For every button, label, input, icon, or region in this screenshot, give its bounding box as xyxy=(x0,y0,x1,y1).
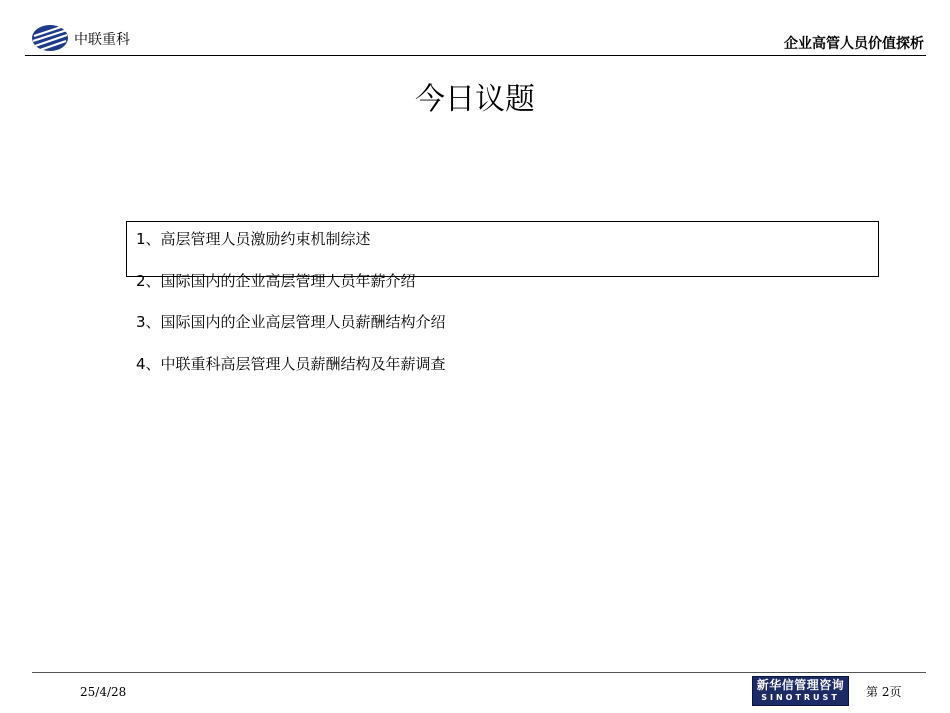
agenda-item-text: 国际国内的企业高层管理人员薪酬结构介绍 xyxy=(160,313,446,331)
agenda-item-number: 1、 xyxy=(136,230,161,248)
page-number: 第 2页 xyxy=(866,685,902,699)
agenda-item-text: 国际国内的企业高层管理人员年薪介绍 xyxy=(160,271,416,290)
footer-date: 25/4/28 xyxy=(80,685,127,699)
consultancy-logo xyxy=(752,676,849,706)
footer-divider xyxy=(32,672,926,673)
page-title: 今日议题 xyxy=(415,82,535,117)
agenda-item-number: 3、 xyxy=(136,313,161,331)
header-title: 企业高管人员价值探析 xyxy=(784,36,924,52)
consultancy-logo-subtext: SINOTRUST xyxy=(761,693,840,702)
agenda-item-text: 高层管理人员激励约束机制综述 xyxy=(160,230,371,248)
company-logo-icon xyxy=(31,24,69,52)
agenda-item xyxy=(136,354,446,374)
agenda-item-number: 2、 xyxy=(136,271,161,290)
header-divider xyxy=(25,55,926,56)
company-name: 中联重科 xyxy=(74,32,130,48)
agenda-item-text: 中联重科高层管理人员薪酬结构及年薪调查 xyxy=(160,354,446,373)
agenda-item xyxy=(136,312,446,332)
agenda-item xyxy=(136,271,446,291)
consultancy-logo-text: 新华信管理咨询 xyxy=(756,678,845,692)
agenda-list xyxy=(136,229,446,395)
agenda-item-number: 4、 xyxy=(136,354,161,373)
agenda-item xyxy=(136,229,446,249)
